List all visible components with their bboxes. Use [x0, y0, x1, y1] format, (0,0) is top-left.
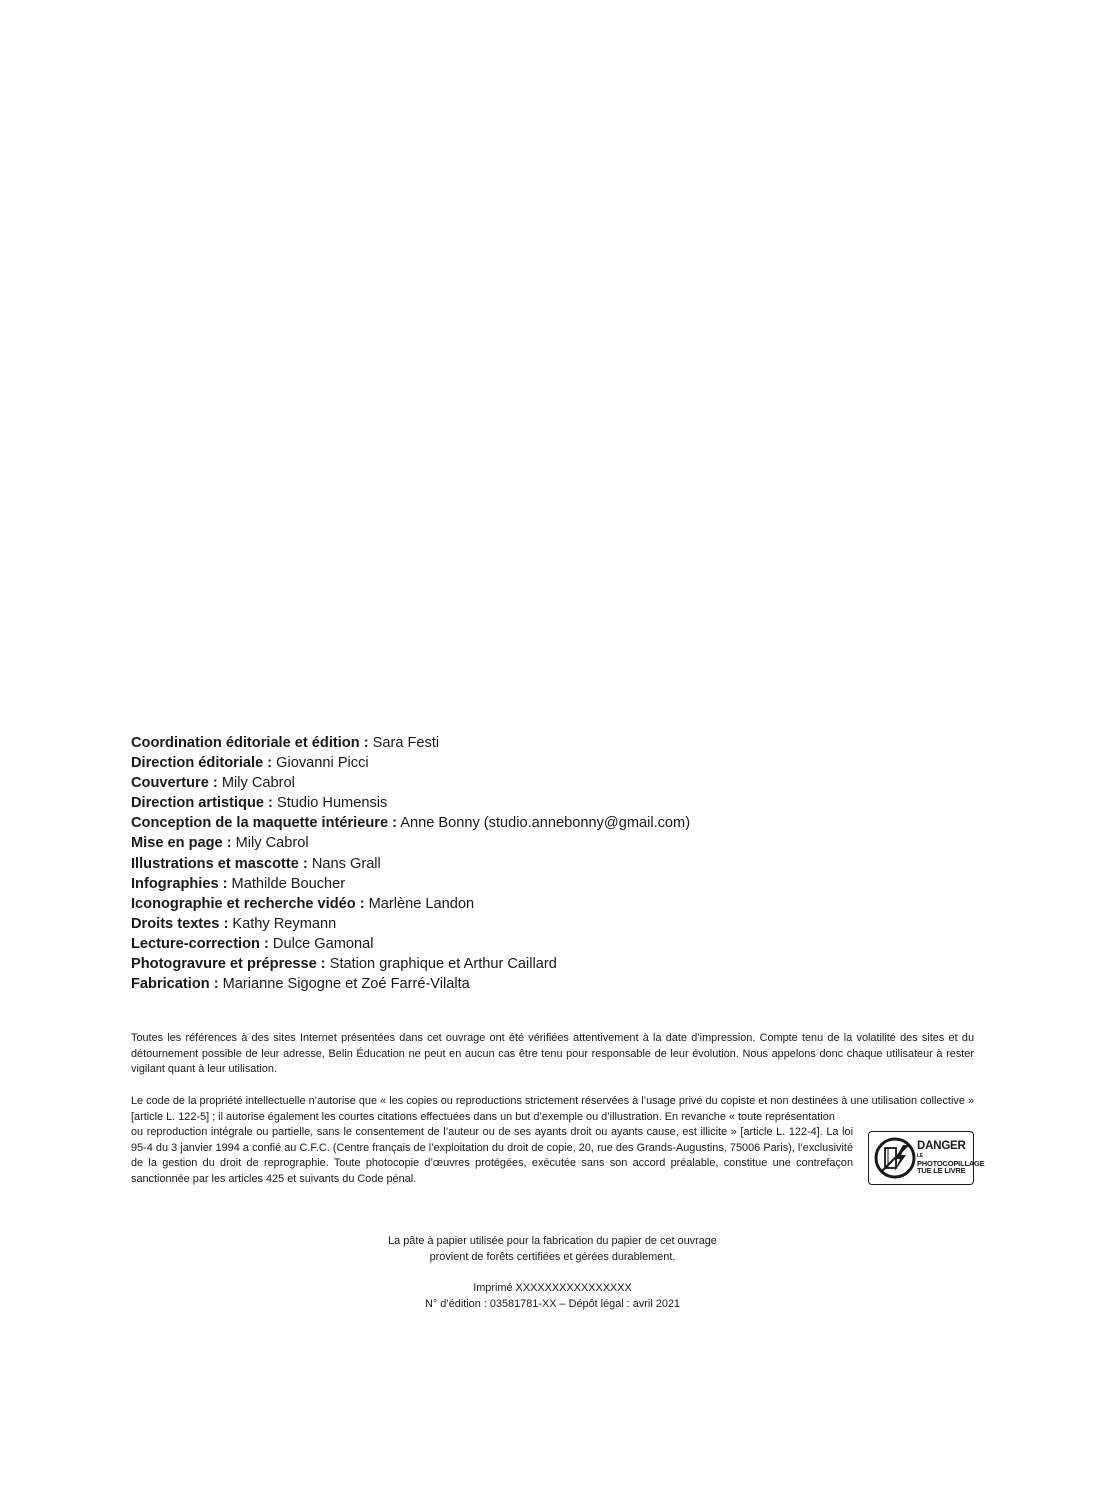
credit-role: Couverture :	[131, 775, 218, 792]
credit-role: Conception de la maquette intérieure :	[131, 815, 397, 832]
internet-notice: Toutes les références à des sites Internet présentées dans cet ouvrage ont été vérifiées attentivement à la date d’impression. Compte tenu de la volatilité des sites et du détournement possible de leur adresse, Belin Éducation ne peut en aucun cas être tenu pour responsable de leur évolution. Nous appelons donc chaque utilisateur à rester vigilant quant à leur utilisation.	[131, 1032, 974, 1076]
paper-notice	[0, 1234, 1105, 1265]
credit-line	[131, 773, 991, 793]
credit-name: Nans Grall	[311, 855, 381, 872]
credit-line	[131, 954, 991, 974]
credit-name: Dulce Gamonal	[272, 935, 374, 952]
legal-notice	[131, 1094, 985, 1188]
credit-role: Lecture-correction :	[131, 935, 269, 952]
credit-name: Anne Bonny (studio.annebonny@gmail.com)	[400, 815, 691, 832]
credit-line	[131, 894, 991, 914]
credit-role: Mise en page :	[131, 835, 232, 852]
credits-block	[131, 733, 991, 994]
credit-name: Marlène Landon	[368, 895, 475, 912]
credit-name: Marianne Sigogne et Zoé Farré-Vilalta	[222, 976, 470, 993]
credit-line	[131, 833, 991, 853]
credit-name: Giovanni Picci	[276, 755, 369, 772]
credit-line	[131, 813, 991, 833]
edition-line: N° d’édition : 03581781-XX – Dépôt légal : avril 2021	[424, 1297, 680, 1310]
credit-role: Infographies :	[131, 875, 228, 892]
legal-notice-body	[131, 1125, 985, 1187]
danger-logo-text	[917, 1141, 984, 1175]
credit-name: Mily Cabrol	[235, 835, 309, 852]
credit-name: Sara Festi	[372, 735, 440, 751]
danger-title: DANGER	[917, 1140, 966, 1153]
legal-notice-lead: Le code de la propriété intellectuelle n’autorise que « les copies ou reproductions strictement réservées à l’usage privé du copiste et non destinées à une utilisation collective » [article L. 122-5] ; il autorise également les courtes citations effectuées dans un but d’exemple ou d’illustration. En revanche « toute représentation	[131, 1095, 974, 1123]
credit-name: Mathilde Boucher	[231, 875, 346, 892]
credit-name: Kathy Reymann	[232, 915, 337, 932]
danger-line1: PHOTOCOPILLAGE	[917, 1158, 985, 1168]
credit-line	[131, 874, 991, 894]
credit-role: Photogravure et prépresse :	[131, 956, 326, 973]
danger-le: LE	[917, 1152, 923, 1159]
danger-line2: TUE LE LIVRE	[917, 1166, 966, 1176]
book-lightning-icon	[873, 1136, 917, 1180]
credit-role: Illustrations et mascotte :	[131, 855, 308, 872]
credit-role: Direction artistique :	[131, 795, 273, 812]
credit-line	[131, 733, 991, 753]
printer-line: Imprimé XXXXXXXXXXXXXXXX	[473, 1282, 632, 1294]
credit-role: Fabrication :	[131, 976, 219, 993]
legal-notice-rest: ou reproduction intégrale ou partielle, sans le consentement de l’auteur ou de ses ayants droit ou ayants cause, est illicite » [article L. 122-4]. La loi 95-4 du 3 janvier 1994 a confié au C.F.C. (Centre français de l’exploitation du droit de copie, 20, rue des Grands-Augustins, 75006 Paris), l’exclusivité de la gestion du droit de reprographie. Toute photocopie d’œuvres protégées, exécutée sans son accord préalable, constitue une contrefaçon sanctionnée par les articles 425 et suivants du Code pénal.	[131, 1126, 853, 1185]
paper-line-2: provient de forêts certifiées et gérées durablement.	[429, 1250, 676, 1263]
credit-role: Iconographie et recherche vidéo :	[131, 895, 365, 912]
credit-role: Direction éditoriale :	[131, 755, 273, 772]
credit-role: Coordination éditoriale et édition :	[131, 735, 369, 751]
credit-name: Mily Cabrol	[221, 775, 295, 792]
paper-line-1: La pâte à papier utilisée pour la fabrication du papier de cet ouvrage	[388, 1235, 717, 1247]
credit-line	[131, 753, 991, 773]
printing-info	[0, 1281, 1105, 1312]
credit-line	[131, 914, 991, 934]
credit-role: Droits textes :	[131, 915, 229, 932]
credit-line	[131, 793, 991, 813]
danger-photocopillage-logo	[868, 1131, 985, 1185]
credit-name: Station graphique et Arthur Caillard	[329, 956, 557, 973]
credit-line	[131, 854, 991, 874]
credit-name: Studio Humensis	[276, 795, 388, 812]
credit-line	[131, 974, 991, 994]
credit-line	[131, 934, 991, 954]
